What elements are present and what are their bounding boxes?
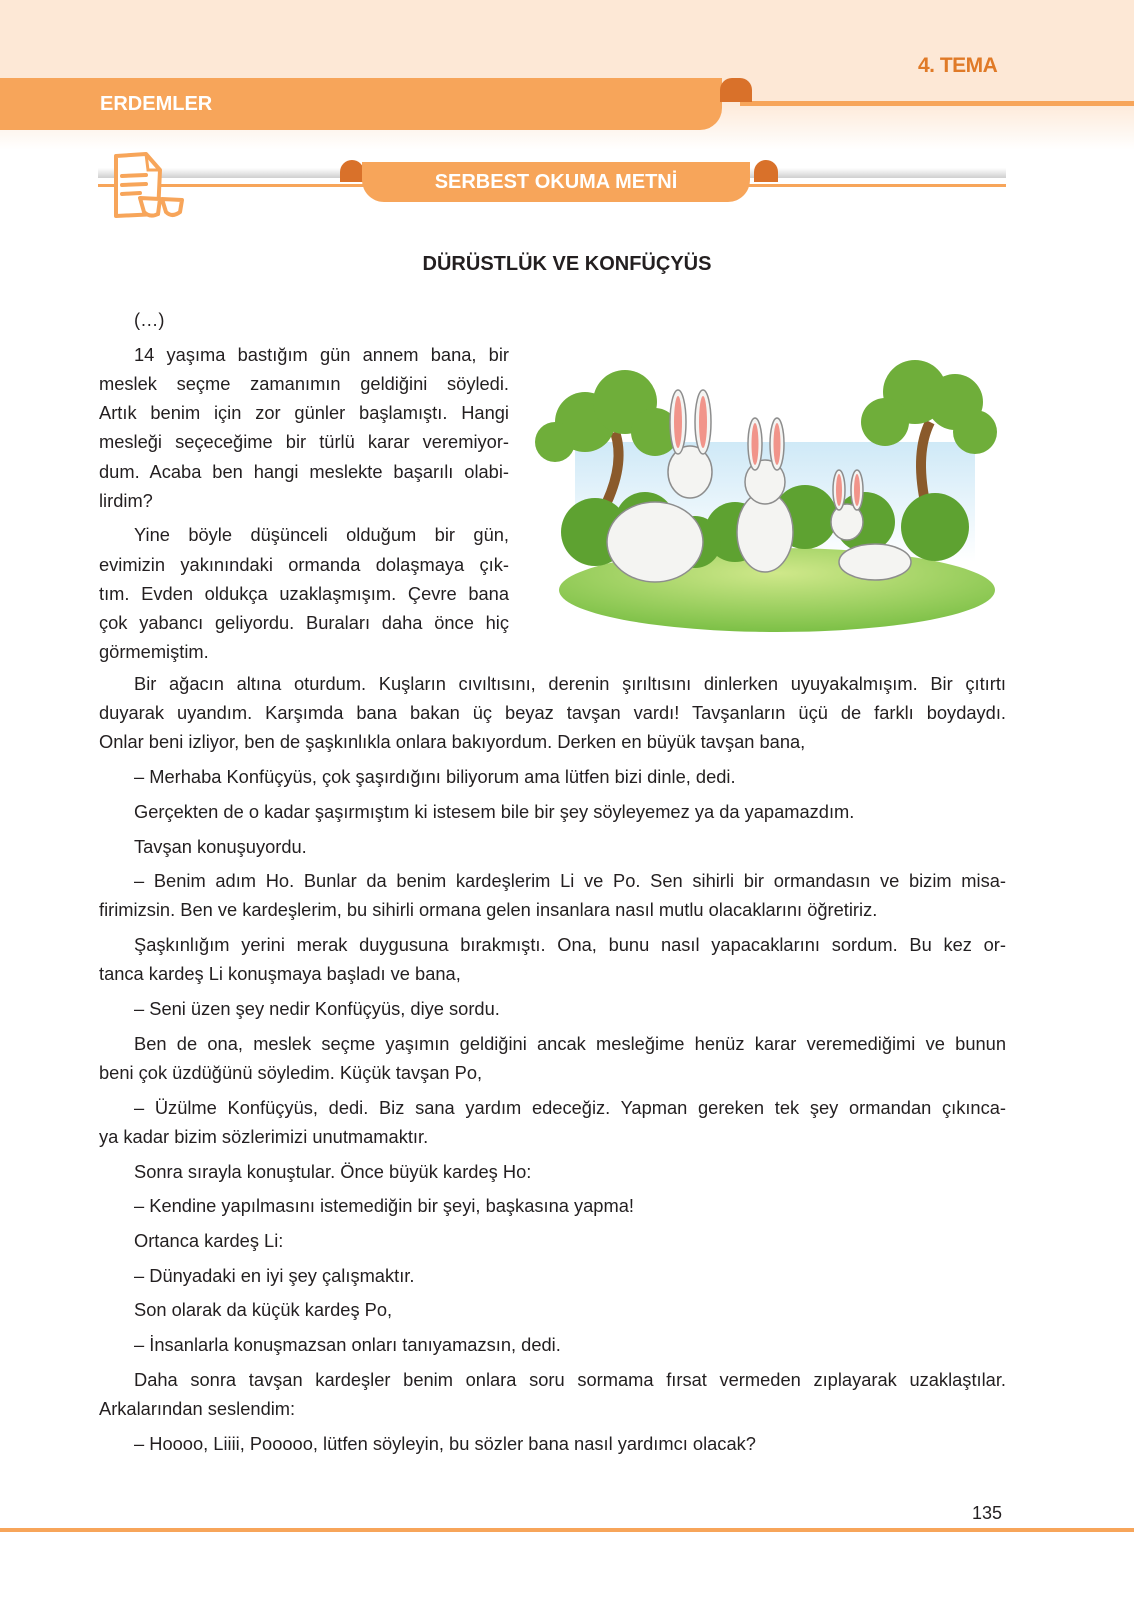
theme-label: 4. TEMA (918, 54, 998, 77)
story-title: DÜRÜSTLÜK VE KONFÜÇYÜS (422, 253, 712, 275)
text-line: Sonra sırayla konuştular. Önce büyük kardeş Ho: (134, 1160, 532, 1182)
header-rule (740, 101, 1134, 106)
text-line: Artık benim için zor günler başlamıştı. Hangi (99, 402, 509, 424)
paragraph (99, 930, 1006, 988)
text-line: ya kadar bizim sözlerimizi unutmamaktır. (99, 1125, 429, 1147)
section-tab-fold (720, 78, 752, 102)
text-line: Ben de ona, meslek seçme yaşımın geldiğini ancak mesleğime henüz karar veremediğimi ve bunun (134, 1032, 1006, 1054)
paragraph (99, 832, 1006, 861)
text-line: mesleği seçeceğime bir türlü karar veremiyor- (99, 431, 509, 453)
section-title: ERDEMLER (100, 93, 213, 115)
text-line: dum. Acaba ben hangi meslekte başarılı olabi- (99, 460, 509, 482)
paragraph (99, 762, 1006, 791)
text-line: tanca kardeş Li konuşmaya başladı ve bana, (99, 963, 461, 985)
text-line: – Merhaba Konfüçyüs, çok şaşırdığını biliyorum ama lütfen bizi dinle, dedi. (134, 766, 736, 788)
text-line: Onlar beni izliyor, ben de şaşkınlıkla onlara bakıyordum. Derken en büyük tavşan bana, (99, 731, 806, 753)
paragraph (99, 1365, 1006, 1423)
text-line: – İnsanlarla konuşmazsan onları tanıyamazsın, dedi. (134, 1334, 561, 1356)
paragraph (99, 520, 509, 666)
text-line: 14 yaşıma bastığım gün annem bana, bir (134, 343, 509, 365)
text-line: Gerçekten de o kadar şaşırmıştım ki istesem bile bir şey söyleyemez ya da yapamazdım. (134, 800, 855, 822)
paragraph (99, 1429, 1006, 1458)
paragraph (99, 1295, 1006, 1324)
reading-label: SERBEST OKUMA METNİ (362, 162, 750, 202)
paragraph (99, 1330, 1006, 1359)
text-line: Tavşan konuşuyordu. (134, 835, 307, 857)
paragraph (99, 1157, 1006, 1186)
text-line: – Benim adım Ho. Bunlar da benim kardeşlerim Li ve Po. Sen sihirli bir ormandasın ve bizim misa- (134, 870, 1006, 892)
text-line: görmemiştim. (99, 641, 209, 663)
paragraph (99, 1226, 1006, 1255)
left-column-text (99, 305, 509, 672)
text-line: – Kendine yapılmasını istemediğin bir şeyi, başkasına yapma! (134, 1195, 634, 1217)
text-line: lirdim? (99, 489, 153, 511)
text-line: Daha sonra tavşan kardeşler benim onlara soru sormama fırsat vermeden zıplayarak uzaklaştılar. (134, 1368, 1006, 1390)
full-width-text (99, 669, 1006, 1463)
text-line: Son olarak da küçük kardeş Po, (134, 1299, 393, 1321)
text-line: Yine böyle düşünceli olduğum bir gün, (134, 524, 509, 546)
paragraph (99, 1261, 1006, 1290)
paragraph (99, 994, 1006, 1023)
text-line: – Hoooo, Liiii, Pooooo, lütfen söyleyin, bu sözler bana nasıl yardımcı olacak? (134, 1432, 756, 1454)
text-line: çok yabancı geliyordu. Buraları daha önce hiç (99, 612, 509, 634)
paragraph (99, 1191, 1006, 1220)
paragraph (99, 866, 1006, 924)
footer-rule (0, 1528, 1134, 1532)
paragraph (99, 1029, 1006, 1087)
text-line: Şaşkınlığım yerini merak duygusuna bırakmıştı. Ona, bunu nasıl yapacaklarını sordum. Bu kez or- (134, 934, 1006, 956)
paragraph (99, 669, 1006, 757)
label-fold-left (340, 160, 364, 182)
text-line: meslek seçme zamanımın geldiğini söyledi. (99, 372, 509, 394)
paragraph (99, 797, 1006, 826)
page-number: 135 (972, 1503, 1003, 1523)
label-fold-right (754, 160, 778, 182)
paragraph (99, 305, 509, 334)
text-line: Arkalarından seslendim: (99, 1397, 296, 1419)
text-line: – Üzülme Konfüçyüs, dedi. Biz sana yardım edeceğiz. Yapman gereken tek şey ormandan çıkınca- (134, 1096, 1006, 1118)
text-line: Ortanca kardeş Li: (134, 1229, 284, 1251)
text-line: beni çok üzdüğünü söyledim. Küçük tavşan Po, (99, 1061, 483, 1083)
text-line: – Seni üzen şey nedir Konfüçyüs, diye sordu. (134, 998, 500, 1020)
reading-document-glasses-icon (110, 152, 190, 229)
text-line: evimizin yakınındaki ormanda dolaşmaya çık- (99, 553, 509, 575)
text-line: – Dünyadaki en iyi şey çalışmaktır. (134, 1264, 415, 1286)
paragraph (99, 340, 509, 515)
text-line: firimizsin. Ben ve kardeşlerim, bu sihirli ormana gelen insanlara nasıl mutlu olacaklarını öğretiriz. (99, 899, 878, 921)
text-line: duyarak uyandım. Karşımda bana bakan üç beyaz tavşan vardı! Tavşanların üçü de farklı boydaydı. (99, 702, 1006, 724)
text-line: tım. Evden oldukça uzaklaşmışım. Çevre bana (99, 582, 509, 604)
text-line: Bir ağacın altına oturdum. Kuşların cıvıltısını, derenin şırıltısını dinlerken uyuyakalmışım. Bir çıtırtı (134, 673, 1006, 694)
text-line: (…) (134, 309, 165, 330)
three-rabbits-illustration (535, 352, 1007, 639)
paragraph (99, 1093, 1006, 1151)
